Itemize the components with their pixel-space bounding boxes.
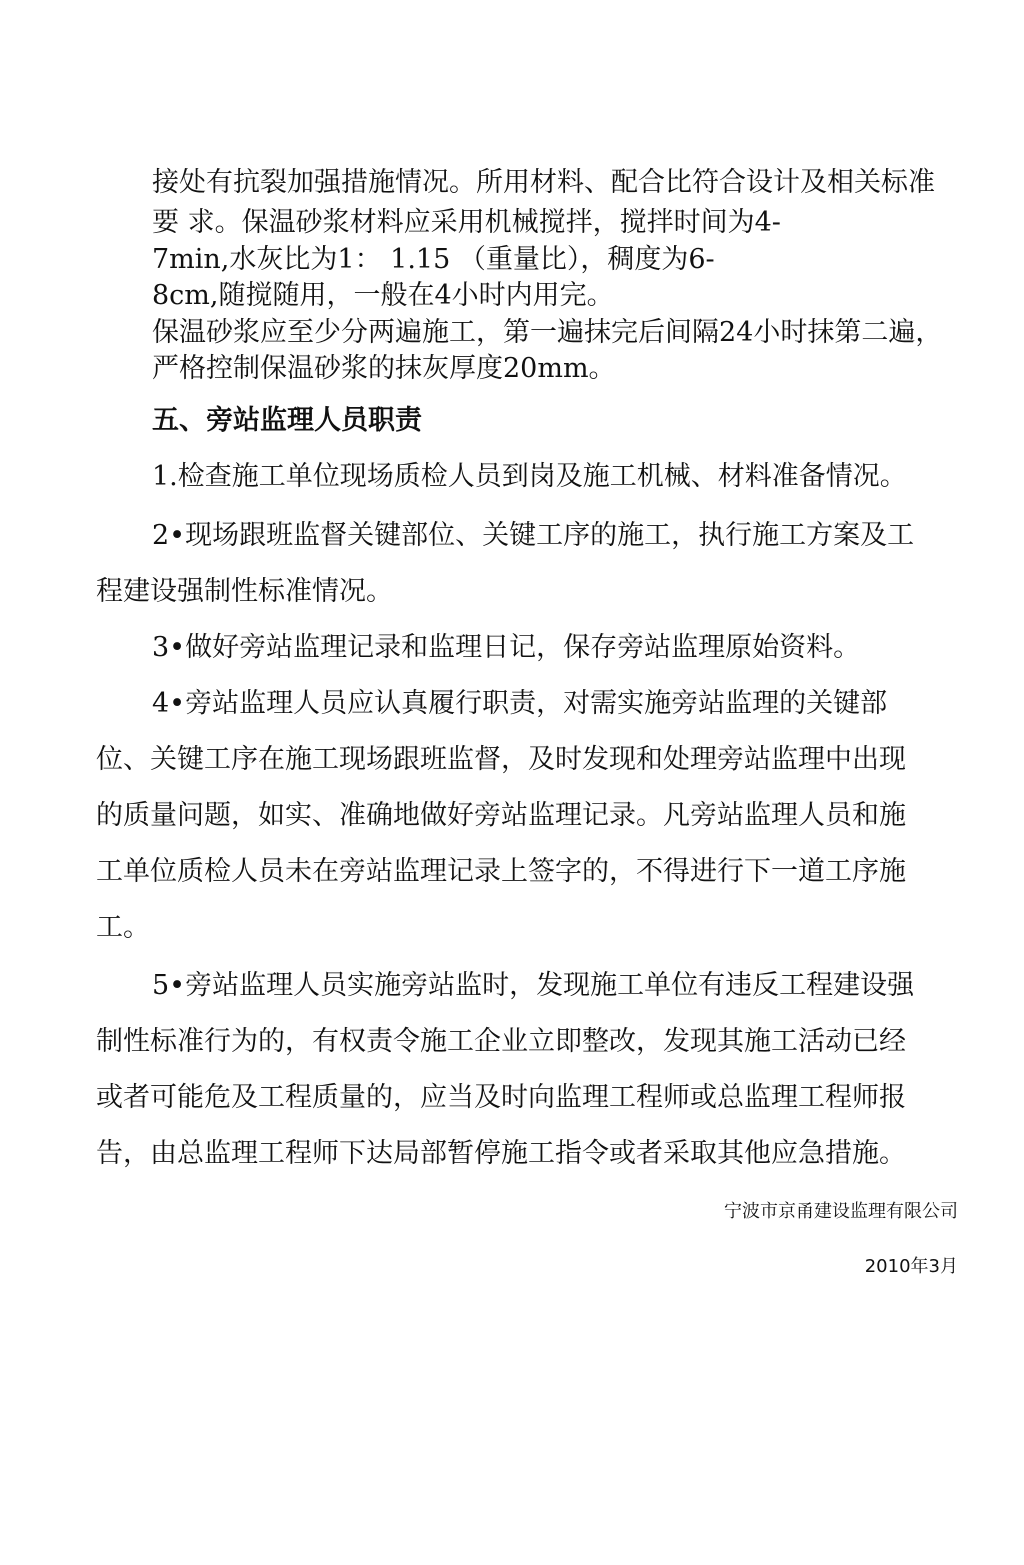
duty-line: 3•做好旁站监理记录和监理日记，保存旁站监理原始资料。: [152, 632, 861, 663]
section-heading: 五、旁站监理人员职责: [152, 405, 422, 436]
paragraph-line: 7min,水灰比为1： 1.15 （重量比），稠度为6-: [152, 244, 715, 275]
duty-line: 2•现场跟班监督关键部位、关键工序的施工，执行施工方案及工: [152, 520, 915, 551]
document-date: 2010年3月: [864, 1256, 958, 1277]
duty-line: 工。: [96, 912, 150, 943]
duty-line: 工单位质检人员未在旁站监理记录上签字的，不得进行下一道工序施: [96, 856, 906, 887]
paragraph-line: 要 求。保温砂浆材料应采用机械搅拌，搅拌时间为4-: [152, 207, 781, 238]
company-name: 宁波市京甬建设监理有限公司: [724, 1201, 958, 1222]
duty-line: 5•旁站监理人员实施旁站监时，发现施工单位有违反工程建设强: [152, 970, 915, 1001]
duty-line: 制性标准行为的，有权责令施工企业立即整改，发现其施工活动已经: [96, 1026, 906, 1057]
paragraph-line: 接处有抗裂加强措施情况。所用材料、配合比符合设计及相关标准: [152, 167, 935, 198]
paragraph-line: 严格控制保温砂浆的抹灰厚度20mm。: [152, 353, 616, 384]
duty-line: 4•旁站监理人员应认真履行职责，对需实施旁站监理的关键部: [152, 688, 888, 719]
paragraph-line: 8cm,随搅随用，一般在4小时内用完。: [152, 280, 614, 311]
duty-line: 的质量问题，如实、准确地做好旁站监理记录。凡旁站监理人员和施: [96, 800, 906, 831]
duty-line: 1.检查施工单位现场质检人员到岗及施工机械、材料准备情况。: [152, 461, 907, 492]
duty-line: 或者可能危及工程质量的，应当及时向监理工程师或总监理工程师报: [96, 1082, 906, 1113]
duty-line: 位、关键工序在施工现场跟班监督，及时发现和处理旁站监理中出现: [96, 744, 906, 775]
paragraph-line: 保温砂浆应至少分两遍施工，第一遍抹完后间隔24小时抹第二遍，: [152, 317, 943, 348]
duty-line: 告，由总监理工程师下达局部暂停施工指令或者采取其他应急措施。: [96, 1138, 906, 1169]
duty-line: 程建设强制性标准情况。: [96, 576, 393, 607]
